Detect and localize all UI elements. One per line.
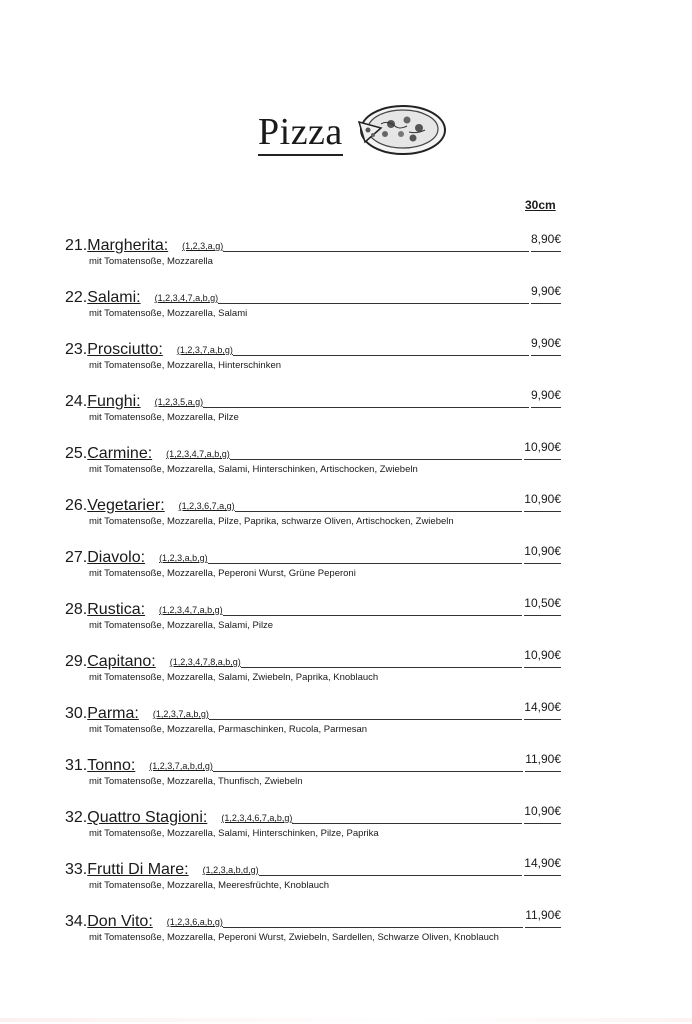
size-column-header: 30cm [525, 198, 556, 212]
menu-item [65, 752, 561, 808]
item-price: 10,90€ [524, 493, 561, 512]
item-description: mit Tomatensoße, Mozzarella, Salami, Hinterschinken, Pilze, Paprika [89, 828, 379, 839]
item-price: 10,90€ [524, 805, 561, 824]
menu-item [65, 908, 561, 964]
item-number: 32. [65, 809, 88, 826]
item-name: Frutti Di Mare: [87, 861, 189, 878]
menu-item [65, 856, 561, 912]
item-price: 9,90€ [531, 285, 561, 304]
item-number: 31. [65, 757, 88, 774]
item-number: 28. [65, 601, 88, 618]
item-description: mit Tomatensoße, Mozzarella, Peperoni Wurst, Zwiebeln, Sardellen, Schwarze Oliven, Knoblauch [89, 932, 499, 943]
item-price: 10,90€ [524, 441, 561, 460]
item-number: 21. [65, 237, 88, 254]
menu-item [65, 336, 561, 392]
item-name: Tonno: [87, 757, 136, 774]
item-leader-line [233, 355, 529, 356]
item-name: Diavolo: [87, 549, 146, 566]
item-leader-line [223, 927, 523, 928]
item-price: 8,90€ [531, 233, 561, 252]
page-title: Pizza [258, 110, 343, 156]
item-description: mit Tomatensoße, Mozzarella, Salami, Hinterschinken, Artischocken, Zwiebeln [89, 464, 418, 475]
item-description: mit Tomatensoße, Mozzarella, Salami [89, 308, 248, 319]
item-allergen-codes: (1,2,3,a,b,g) [159, 553, 208, 563]
menu-item [65, 232, 561, 288]
item-number: 30. [65, 705, 88, 722]
item-name: Prosciutto: [87, 341, 163, 358]
item-name: Don Vito: [87, 913, 153, 930]
item-description: mit Tomatensoße, Mozzarella, Thunfisch, Zwiebeln [89, 776, 303, 787]
item-name: Salami: [87, 289, 141, 306]
item-name: Carmine: [87, 445, 153, 462]
item-number: 23. [65, 341, 88, 358]
menu-item [65, 440, 561, 496]
item-description: mit Tomatensoße, Mozzarella, Peperoni Wurst, Grüne Peperoni [89, 568, 356, 579]
item-allergen-codes: (1,2,3,7,a,b,d,g) [149, 761, 213, 771]
menu-item-list [65, 232, 561, 964]
item-name: Parma: [87, 705, 139, 722]
item-allergen-codes: (1,2,3,4,7,a,b,g) [159, 605, 223, 615]
menu-item [65, 544, 561, 600]
item-allergen-codes: (1,2,3,4,7,a,b,g) [154, 293, 219, 303]
item-leader-line [259, 875, 523, 876]
item-allergen-codes: (1,2,3,a,g) [182, 241, 224, 251]
item-allergen-codes: (1,2,3,4,7,8,a,b,g) [169, 657, 241, 667]
item-number: 29. [65, 653, 88, 670]
menu-item [65, 804, 561, 860]
title-block [258, 102, 447, 156]
item-description: mit Tomatensoße, Mozzarella, Pilze, Paprika, schwarze Oliven, Artischocken, Zwiebeln [89, 516, 454, 527]
menu-item [65, 388, 561, 444]
item-name: Vegetarier: [87, 497, 165, 514]
item-price: 14,90€ [524, 701, 561, 720]
item-leader-line [209, 719, 522, 720]
item-allergen-codes: (1,2,3,4,6,7,a,b,g) [221, 813, 293, 823]
item-name: Quattro Stagioni: [87, 809, 208, 826]
item-number: 26. [65, 497, 88, 514]
item-price: 11,90€ [525, 753, 561, 772]
menu-item [65, 648, 561, 704]
item-allergen-codes: (1,2,3,6,7,a,g) [178, 501, 235, 511]
pizza-icon [351, 102, 447, 158]
item-description: mit Tomatensoße, Mozzarella, Meeresfrüchte, Knoblauch [89, 880, 330, 891]
item-number: 34. [65, 913, 88, 930]
item-number: 22. [65, 289, 88, 306]
item-leader-line [292, 823, 522, 824]
item-allergen-codes: (1,2,3,7,a,b,g) [152, 709, 209, 719]
menu-item [65, 700, 561, 756]
item-name: Rustica: [87, 601, 146, 618]
item-description: mit Tomatensoße, Mozzarella, Hinterschinken [89, 360, 282, 371]
item-allergen-codes: (1,2,3,6,a,b,g) [166, 917, 223, 927]
item-allergen-codes: (1,2,3,a,b,d,g) [202, 865, 259, 875]
item-description: mit Tomatensoße, Mozzarella, Salami, Pilze [89, 620, 274, 631]
item-number: 27. [65, 549, 88, 566]
item-description: mit Tomatensoße, Mozzarella, Pilze [89, 412, 239, 423]
item-leader-line [213, 771, 523, 772]
item-leader-line [235, 511, 523, 512]
item-leader-line [223, 615, 523, 616]
item-leader-line [241, 667, 523, 668]
item-name: Capitano: [87, 653, 156, 670]
menu-item [65, 492, 561, 548]
item-leader-line [208, 563, 523, 564]
item-description: mit Tomatensoße, Mozzarella, Salami, Zwiebeln, Paprika, Knoblauch [89, 672, 379, 683]
item-allergen-codes: (1,2,3,5,a,g) [154, 397, 204, 407]
page-edge-mark [0, 1018, 692, 1022]
item-leader-line [203, 407, 529, 408]
item-price: 10,50€ [524, 597, 561, 616]
item-allergen-codes: (1,2,3,4,7,a,b,g) [166, 449, 230, 459]
item-number: 25. [65, 445, 88, 462]
item-number: 33. [65, 861, 88, 878]
item-price: 9,90€ [531, 337, 561, 356]
item-leader-line [230, 459, 523, 460]
item-name: Margherita: [87, 237, 169, 254]
item-number: 24. [65, 393, 88, 410]
item-description: mit Tomatensoße, Mozzarella [89, 256, 213, 267]
item-price: 10,90€ [524, 649, 561, 668]
item-name: Funghi: [87, 393, 141, 410]
menu-item [65, 596, 561, 652]
item-leader-line [223, 251, 529, 252]
item-leader-line [218, 303, 529, 304]
item-description: mit Tomatensoße, Mozzarella, Parmaschinken, Rucola, Parmesan [89, 724, 368, 735]
item-price: 9,90€ [531, 389, 561, 408]
item-price: 11,90€ [525, 909, 561, 928]
item-price: 14,90€ [524, 857, 561, 876]
item-allergen-codes: (1,2,3,7,a,b,g) [176, 345, 233, 355]
item-price: 10,90€ [524, 545, 561, 564]
menu-item [65, 284, 561, 340]
